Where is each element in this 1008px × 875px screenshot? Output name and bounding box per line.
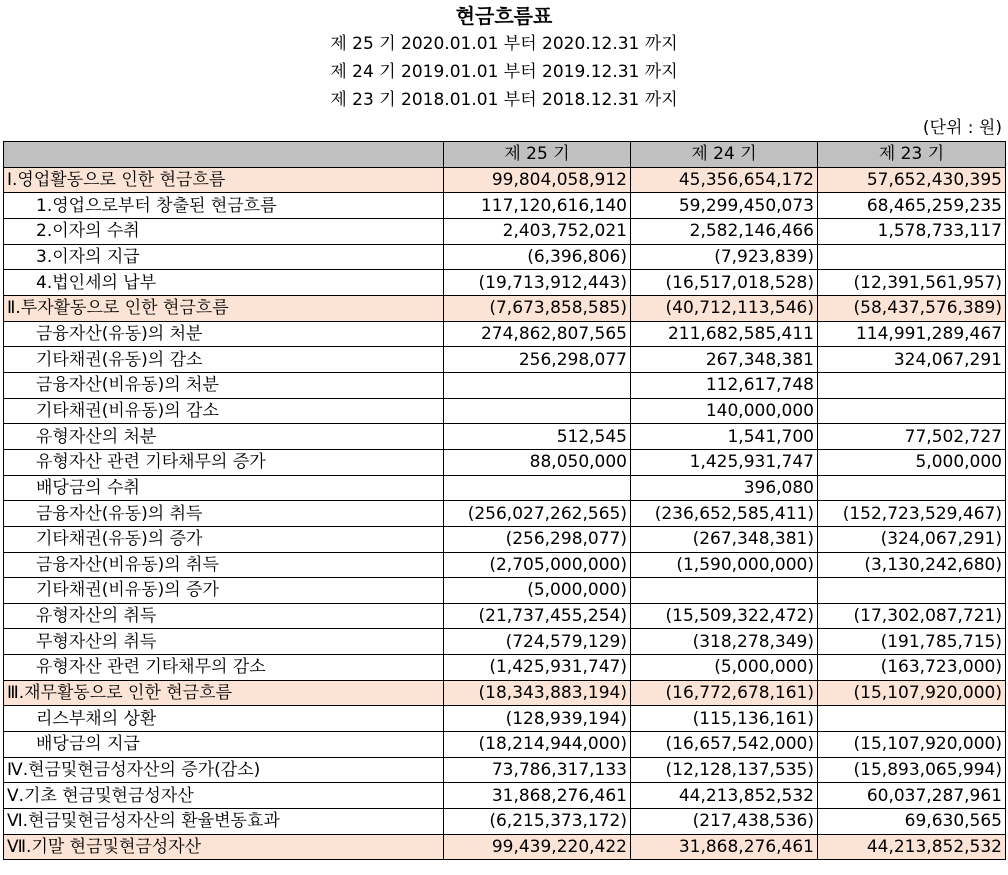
table-row [4,295,1006,321]
row-value: (58,437,576,389) [818,295,1006,321]
table-row [4,552,1006,578]
table-row [4,783,1006,809]
row-label: 2.이자의 수취 [4,218,444,244]
table-header-row [4,142,1006,168]
row-value: (19,713,912,443) [444,270,631,296]
table-row [4,218,1006,244]
table-row [4,347,1006,373]
row-label: 기타채권(비유동)의 증가 [4,578,444,604]
row-value: 73,786,317,133 [444,757,631,783]
row-label: 배당금의 지급 [4,732,444,758]
row-value: (16,517,018,528) [631,270,818,296]
row-label: 기타채권(유동)의 감소 [4,347,444,373]
table-row [4,321,1006,347]
row-value: (217,438,536) [631,809,818,835]
row-value: 512,545 [444,424,631,450]
table-row [4,372,1006,398]
row-label: Ⅱ.투자활동으로 인한 현금흐름 [4,295,444,321]
row-value [444,398,631,424]
row-value [631,578,818,604]
table-row [4,603,1006,629]
row-value: (16,657,542,000) [631,732,818,758]
row-label: 유형자산의 처분 [4,424,444,450]
row-value: 1,578,733,117 [818,218,1006,244]
row-label: 기타채권(비유동)의 감소 [4,398,444,424]
row-value: 99,439,220,422 [444,834,631,860]
row-value: (724,579,129) [444,629,631,655]
row-label: Ⅶ.기말 현금및현금성자산 [4,834,444,860]
row-value: 44,213,852,532 [631,783,818,809]
table-row [4,449,1006,475]
table-row [4,424,1006,450]
row-label: Ⅳ.현금및현금성자산의 증가(감소) [4,757,444,783]
row-value: (324,067,291) [818,526,1006,552]
row-label: 유형자산의 취득 [4,603,444,629]
table-row [4,270,1006,296]
table-row [4,526,1006,552]
row-label: 금융자산(유동)의 처분 [4,321,444,347]
cash-flow-table [3,141,1006,860]
row-value: (6,215,373,172) [444,809,631,835]
row-value: 324,067,291 [818,347,1006,373]
row-value [818,475,1006,501]
header-period-25: 제 25 기 [444,142,631,168]
row-value: (1,590,000,000) [631,552,818,578]
row-value [818,706,1006,732]
row-value: 112,617,748 [631,372,818,398]
row-value: (1,425,931,747) [444,655,631,681]
row-value: (7,673,858,585) [444,295,631,321]
table-row [4,501,1006,527]
row-value: (12,391,561,957) [818,270,1006,296]
table-row [4,193,1006,219]
row-value: 2,582,146,466 [631,218,818,244]
row-value: (152,723,529,467) [818,501,1006,527]
row-value: 274,862,807,565 [444,321,631,347]
row-value [818,372,1006,398]
row-value: 99,804,058,912 [444,167,631,193]
row-value: 57,652,430,395 [818,167,1006,193]
row-label: 무형자산의 취득 [4,629,444,655]
row-value: (128,939,194) [444,706,631,732]
row-value [444,372,631,398]
header-corner [4,142,444,168]
row-value: (2,705,000,000) [444,552,631,578]
row-value: 68,465,259,235 [818,193,1006,219]
period-line-25: 제 25 기 2020.01.01 부터 2020.12.31 까지 [330,34,678,54]
row-value: (15,107,920,000) [818,732,1006,758]
table-row [4,398,1006,424]
table-body [4,167,1006,860]
row-value: 44,213,852,532 [818,834,1006,860]
row-value: 114,991,289,467 [818,321,1006,347]
row-label: 3.이자의 지급 [4,244,444,270]
row-value: (17,302,087,721) [818,603,1006,629]
row-label: 4.법인세의 납부 [4,270,444,296]
row-label: Ⅴ.기초 현금및현금성자산 [4,783,444,809]
row-value: 31,868,276,461 [631,834,818,860]
row-value [444,475,631,501]
row-value: (18,214,944,000) [444,732,631,758]
row-value: 2,403,752,021 [444,218,631,244]
row-value: (6,396,806) [444,244,631,270]
row-value: 69,630,565 [818,809,1006,835]
row-label: 금융자산(비유동)의 취득 [4,552,444,578]
row-value: 211,682,585,411 [631,321,818,347]
row-label: 금융자산(유동)의 취득 [4,501,444,527]
period-line-24: 제 24 기 2019.01.01 부터 2019.12.31 까지 [330,62,678,82]
row-value: (7,923,839) [631,244,818,270]
row-value: 117,120,616,140 [444,193,631,219]
row-label: 금융자산(비유동)의 처분 [4,372,444,398]
header-period-24: 제 24 기 [631,142,818,168]
row-value [818,244,1006,270]
row-value: (16,772,678,161) [631,680,818,706]
row-value: 31,868,276,461 [444,783,631,809]
table-row [4,809,1006,835]
row-label: Ⅲ.재무활동으로 인한 현금흐름 [4,680,444,706]
row-value: (163,723,000) [818,655,1006,681]
table-row [4,244,1006,270]
table-row [4,167,1006,193]
row-value: (236,652,585,411) [631,501,818,527]
row-label: 유형자산 관련 기타채무의 증가 [4,449,444,475]
table-row [4,834,1006,860]
row-value: 45,356,654,172 [631,167,818,193]
table-row [4,475,1006,501]
row-value [818,398,1006,424]
table-row [4,629,1006,655]
row-label: Ⅵ.현금및현금성자산의 환율변동효과 [4,809,444,835]
table-row [4,655,1006,681]
row-value: (21,737,455,254) [444,603,631,629]
table-row [4,706,1006,732]
row-value: (256,298,077) [444,526,631,552]
row-value: (15,509,322,472) [631,603,818,629]
table-row [4,757,1006,783]
row-label: 리스부채의 상환 [4,706,444,732]
row-value: (18,343,883,194) [444,680,631,706]
row-value [818,578,1006,604]
table-row [4,680,1006,706]
row-label: 배당금의 수취 [4,475,444,501]
row-value: 60,037,287,961 [818,783,1006,809]
header-period-23: 제 23 기 [818,142,1006,168]
row-label: Ⅰ.영업활동으로 인한 현금흐름 [4,167,444,193]
unit-label: (단위 : 원) [922,118,1002,138]
row-value: 59,299,450,073 [631,193,818,219]
row-value: 1,541,700 [631,424,818,450]
row-value: (40,712,113,546) [631,295,818,321]
row-value: 77,502,727 [818,424,1006,450]
row-value: (5,000,000) [631,655,818,681]
row-label: 기타채권(유동)의 증가 [4,526,444,552]
row-label: 1.영업으로부터 창출된 현금흐름 [4,193,444,219]
row-value: 1,425,931,747 [631,449,818,475]
row-value: 256,298,077 [444,347,631,373]
row-value: (3,130,242,680) [818,552,1006,578]
row-value: 140,000,000 [631,398,818,424]
row-value: 88,050,000 [444,449,631,475]
row-value: 5,000,000 [818,449,1006,475]
row-value: (191,785,715) [818,629,1006,655]
table-row [4,578,1006,604]
row-value: (15,893,065,994) [818,757,1006,783]
row-value: (5,000,000) [444,578,631,604]
row-value: (267,348,381) [631,526,818,552]
row-value: 267,348,381 [631,347,818,373]
row-value: (115,136,161) [631,706,818,732]
period-line-23: 제 23 기 2018.01.01 부터 2018.12.31 까지 [330,90,678,110]
row-value: 396,080 [631,475,818,501]
row-label: 유형자산 관련 기타채무의 감소 [4,655,444,681]
row-value: (12,128,137,535) [631,757,818,783]
row-value: (318,278,349) [631,629,818,655]
row-value: (15,107,920,000) [818,680,1006,706]
document-title: 현금흐름표 [455,4,553,28]
table-row [4,732,1006,758]
row-value: (256,027,262,565) [444,501,631,527]
